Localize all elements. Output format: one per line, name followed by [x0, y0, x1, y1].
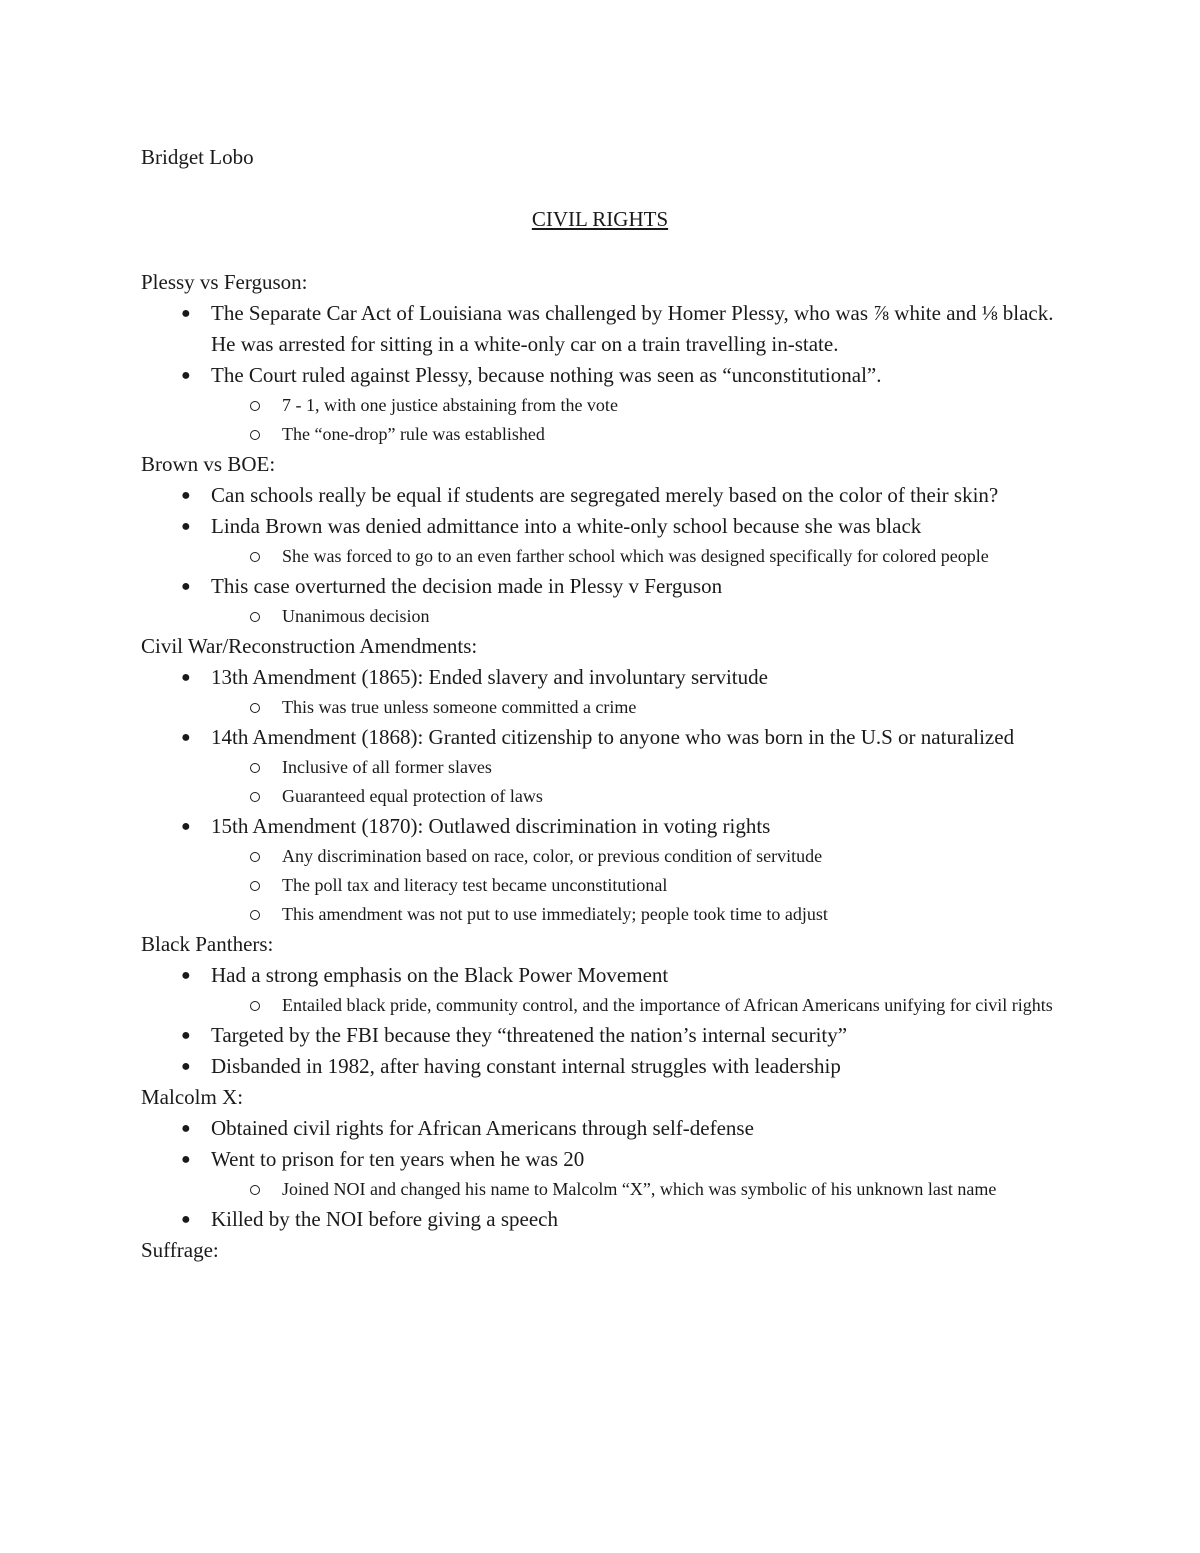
hollow-circle-icon: [250, 401, 260, 411]
bullet-dot-icon: ●: [181, 1120, 191, 1137]
bullet-item: [141, 960, 1071, 991]
bullet-item: [141, 662, 1071, 693]
bullet-dot-icon: ●: [181, 1151, 191, 1168]
hollow-circle-icon: [250, 552, 260, 562]
bullet-item: [141, 1204, 1071, 1235]
sub-bullet-text: 7 - 1, with one justice abstaining from the vote: [282, 395, 618, 415]
bullet-item: [141, 1113, 1071, 1144]
section: [141, 449, 1071, 631]
bullet-text: Targeted by the FBI because they “threatened the nation’s internal security”: [211, 1023, 848, 1047]
bullet-dot-icon: ●: [181, 578, 191, 595]
sub-bullet-item: [141, 871, 1071, 900]
bullet-dot-icon: ●: [181, 729, 191, 746]
bullet-item: [141, 571, 1071, 602]
hollow-circle-icon: [250, 430, 260, 440]
bullet-text: Disbanded in 1982, after having constant internal struggles with leadership: [211, 1054, 841, 1078]
sub-bullet-item: [141, 991, 1071, 1020]
bullet-dot-icon: ●: [181, 669, 191, 686]
bullet-text: Can schools really be equal if students are segregated merely based on the color of their skin?: [211, 483, 999, 507]
notes-content: [141, 267, 1071, 1266]
section-heading: Plessy vs Ferguson:: [141, 270, 308, 294]
sub-bullet-item: [141, 782, 1071, 811]
sub-bullet-item: [141, 602, 1071, 631]
section: [141, 267, 1071, 449]
section-heading: Black Panthers:: [141, 932, 274, 956]
bullet-item: [141, 511, 1071, 542]
bullet-item: [141, 360, 1071, 391]
section-heading: Brown vs BOE:: [141, 452, 276, 476]
author-name: Bridget Lobo: [141, 145, 254, 169]
bullet-item: [141, 722, 1071, 753]
bullet-text: This case overturned the decision made in Plessy v Ferguson: [211, 574, 723, 598]
sub-bullet-text: This was true unless someone committed a crime: [282, 697, 637, 717]
bullet-dot-icon: ●: [181, 367, 191, 384]
bullet-item: [141, 1020, 1071, 1051]
hollow-circle-icon: [250, 792, 260, 802]
bullet-text: The Court ruled against Plessy, because nothing was seen as “unconstitutional”.: [211, 363, 882, 387]
hollow-circle-icon: [250, 852, 260, 862]
sub-bullet-item: [141, 1175, 1071, 1204]
sub-bullet-text: Inclusive of all former slaves: [282, 757, 492, 777]
section: [141, 631, 1071, 929]
bullet-text: Went to prison for ten years when he was 20: [211, 1147, 585, 1171]
bullet-dot-icon: ●: [181, 818, 191, 835]
sub-bullet-text: This amendment was not put to use immediately; people took time to adjust: [282, 904, 828, 924]
bullet-dot-icon: ●: [181, 487, 191, 504]
sub-bullet-text: Joined NOI and changed his name to Malcolm “X”, which was symbolic of his unknown last name: [282, 1179, 997, 1199]
sub-bullet-item: [141, 420, 1071, 449]
bullet-item: [141, 298, 1071, 360]
sub-bullet-text: The “one-drop” rule was established: [282, 424, 545, 444]
bullet-dot-icon: ●: [181, 518, 191, 535]
bullet-item: [141, 1051, 1071, 1082]
bullet-text: The Separate Car Act of Louisiana was challenged by Homer Plessy, who was ⅞ white and ⅛ black. He was arrested for sitting in a white-only car on a train travelling in-state.: [211, 301, 1054, 356]
section: [141, 1235, 1071, 1266]
hollow-circle-icon: [250, 612, 260, 622]
hollow-circle-icon: [250, 881, 260, 891]
bullet-text: Killed by the NOI before giving a speech: [211, 1207, 558, 1231]
bullet-item: [141, 480, 1071, 511]
sub-bullet-item: [141, 842, 1071, 871]
sub-bullet-item: [141, 693, 1071, 722]
hollow-circle-icon: [250, 1001, 260, 1011]
bullet-text: 14th Amendment (1868): Granted citizenship to anyone who was born in the U.S or naturalized: [211, 725, 1015, 749]
sub-bullet-text: She was forced to go to an even farther school which was designed specifically for colored people: [282, 546, 989, 566]
hollow-circle-icon: [250, 910, 260, 920]
section-heading: Malcolm X:: [141, 1085, 244, 1109]
sub-bullet-text: Guaranteed equal protection of laws: [282, 786, 543, 806]
page-title: CIVIL RIGHTS: [531, 207, 669, 231]
sub-bullet-text: Any discrimination based on race, color, or previous condition of servitude: [282, 846, 823, 866]
section-heading: Suffrage:: [141, 1238, 219, 1262]
bullet-text: 13th Amendment (1865): Ended slavery and involuntary servitude: [211, 665, 768, 689]
section-heading: Civil War/Reconstruction Amendments:: [141, 634, 478, 658]
bullet-item: [141, 1144, 1071, 1175]
hollow-circle-icon: [250, 1185, 260, 1195]
section: [141, 929, 1071, 1082]
sub-bullet-text: Entailed black pride, community control, and the importance of African Americans unifying for civil rights: [282, 995, 1053, 1015]
sub-bullet-text: Unanimous decision: [282, 606, 430, 626]
bullet-text: Obtained civil rights for African Americans through self-defense: [211, 1116, 754, 1140]
hollow-circle-icon: [250, 763, 260, 773]
bullet-text: 15th Amendment (1870): Outlawed discrimination in voting rights: [211, 814, 771, 838]
section: [141, 1082, 1071, 1235]
bullet-dot-icon: ●: [181, 305, 191, 322]
bullet-text: Had a strong emphasis on the Black Power Movement: [211, 963, 669, 987]
sub-bullet-item: [141, 753, 1071, 782]
bullet-dot-icon: ●: [181, 1027, 191, 1044]
bullet-text: Linda Brown was denied admittance into a white-only school because she was black: [211, 514, 922, 538]
hollow-circle-icon: [250, 703, 260, 713]
sub-bullet-text: The poll tax and literacy test became unconstitutional: [282, 875, 668, 895]
sub-bullet-item: [141, 542, 1071, 571]
bullet-dot-icon: ●: [181, 967, 191, 984]
bullet-dot-icon: ●: [181, 1058, 191, 1075]
bullet-dot-icon: ●: [181, 1211, 191, 1228]
bullet-item: [141, 811, 1071, 842]
sub-bullet-item: [141, 391, 1071, 420]
sub-bullet-item: [141, 900, 1071, 929]
